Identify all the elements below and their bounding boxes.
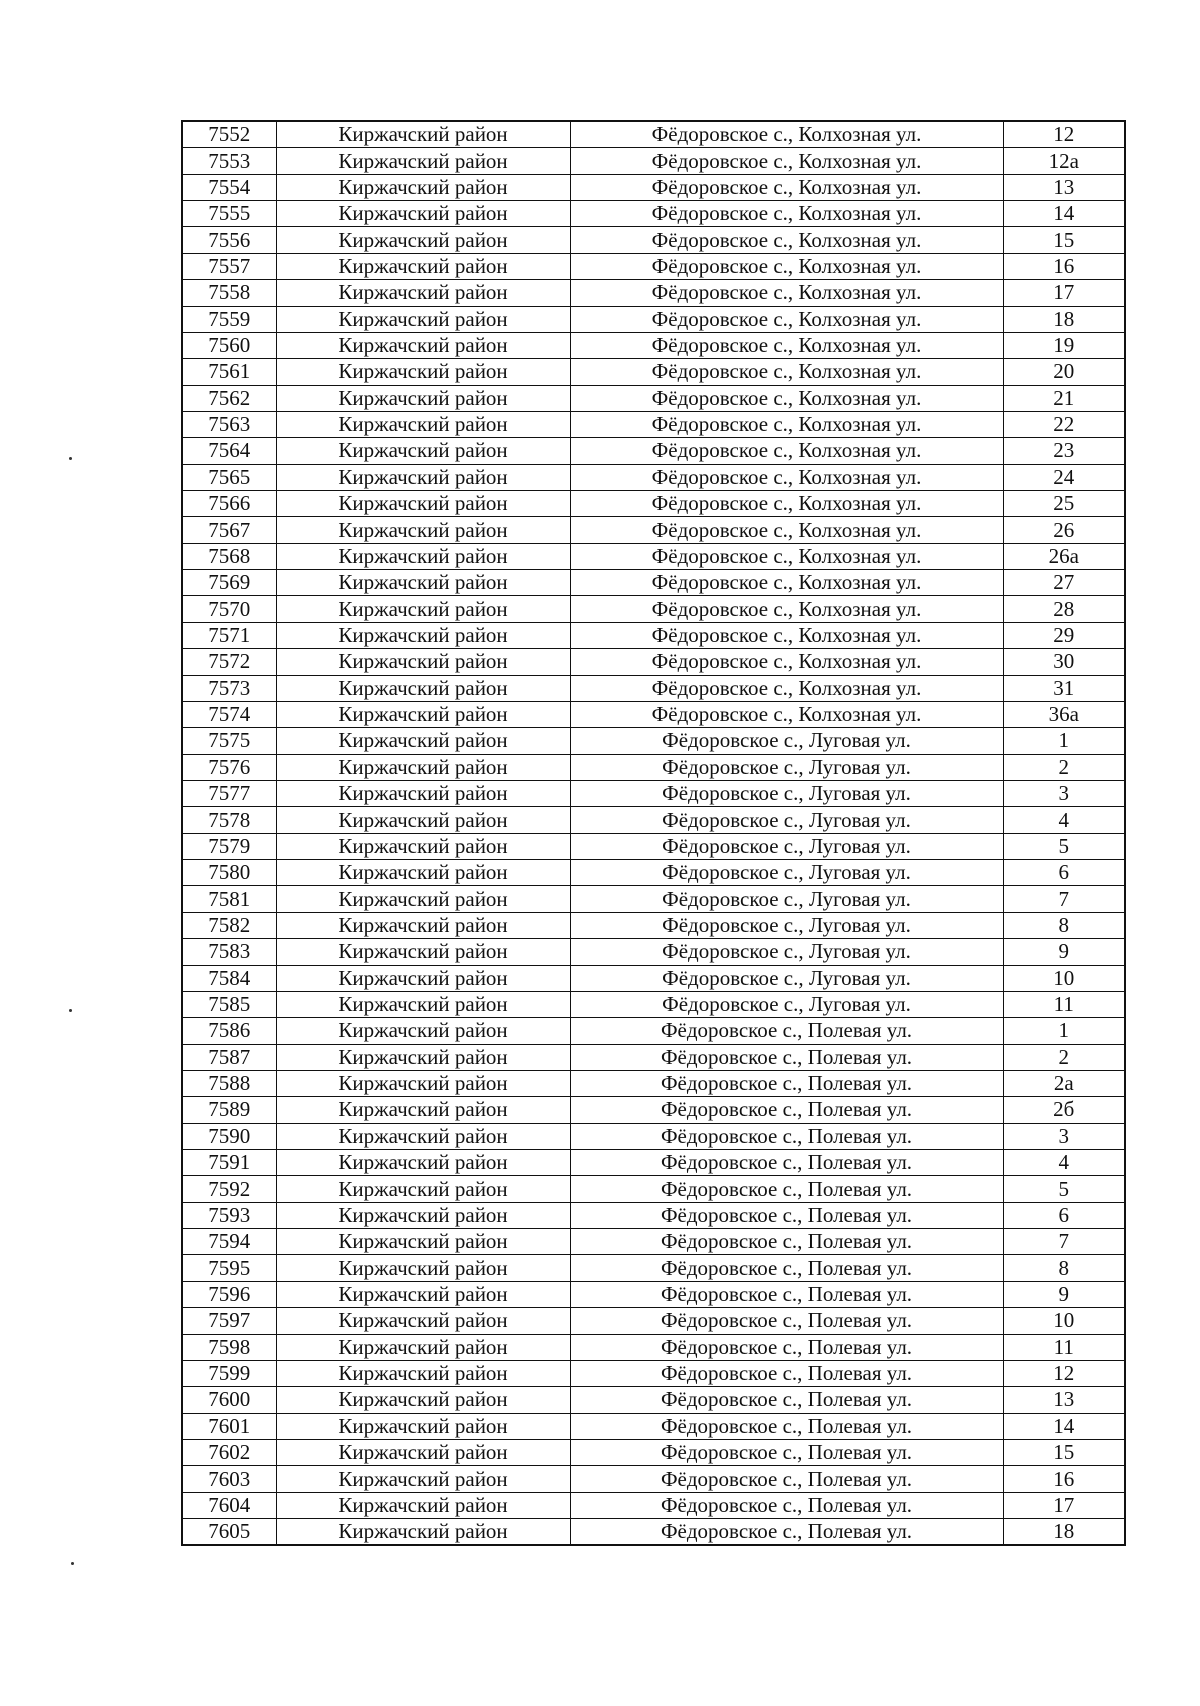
- address-cell: Фёдоровское с., Колхозная ул.: [570, 570, 1003, 596]
- table-row: [182, 570, 1125, 596]
- row-number-cell: 7576: [182, 754, 276, 780]
- address-cell: Фёдоровское с., Полевая ул.: [570, 1519, 1003, 1546]
- address-cell: Фёдоровское с., Луговая ул.: [570, 754, 1003, 780]
- address-cell: Фёдоровское с., Колхозная ул.: [570, 675, 1003, 701]
- address-cell: Фёдоровское с., Колхозная ул.: [570, 701, 1003, 727]
- table-row: [182, 1466, 1125, 1492]
- house-number-cell: 13: [1003, 174, 1125, 200]
- table-row: [182, 227, 1125, 253]
- district-cell: Киржачский район: [276, 1281, 570, 1307]
- row-number-cell: 7598: [182, 1334, 276, 1360]
- address-cell: Фёдоровское с., Полевая ул.: [570, 1255, 1003, 1281]
- district-cell: Киржачский район: [276, 359, 570, 385]
- house-number-cell: 7: [1003, 886, 1125, 912]
- house-number-cell: 18: [1003, 306, 1125, 332]
- table-row: [182, 860, 1125, 886]
- house-number-cell: 12: [1003, 121, 1125, 148]
- row-number-cell: 7602: [182, 1439, 276, 1465]
- address-cell: Фёдоровское с., Колхозная ул.: [570, 201, 1003, 227]
- table-row: [182, 1255, 1125, 1281]
- house-number-cell: 5: [1003, 833, 1125, 859]
- table-row: [182, 543, 1125, 569]
- address-cell: Фёдоровское с., Полевая ул.: [570, 1492, 1003, 1518]
- house-number-cell: 16: [1003, 1466, 1125, 1492]
- scan-speck: [71, 1562, 74, 1565]
- house-number-cell: 28: [1003, 596, 1125, 622]
- table-row: [182, 886, 1125, 912]
- table-row: [182, 464, 1125, 490]
- address-cell: Фёдоровское с., Колхозная ул.: [570, 491, 1003, 517]
- address-cell: Фёдоровское с., Полевая ул.: [570, 1360, 1003, 1386]
- table-row: [182, 1123, 1125, 1149]
- district-cell: Киржачский район: [276, 385, 570, 411]
- row-number-cell: 7555: [182, 201, 276, 227]
- district-cell: Киржачский район: [276, 227, 570, 253]
- address-cell: Фёдоровское с., Полевая ул.: [570, 1018, 1003, 1044]
- table-row: [182, 280, 1125, 306]
- address-cell: Фёдоровское с., Колхозная ул.: [570, 174, 1003, 200]
- district-cell: Киржачский район: [276, 1202, 570, 1228]
- row-number-cell: 7559: [182, 306, 276, 332]
- house-number-cell: 14: [1003, 1413, 1125, 1439]
- table-row: [182, 939, 1125, 965]
- row-number-cell: 7590: [182, 1123, 276, 1149]
- row-number-cell: 7568: [182, 543, 276, 569]
- house-number-cell: 24: [1003, 464, 1125, 490]
- house-number-cell: 26а: [1003, 543, 1125, 569]
- row-number-cell: 7558: [182, 280, 276, 306]
- district-cell: Киржачский район: [276, 1255, 570, 1281]
- house-number-cell: 17: [1003, 280, 1125, 306]
- district-cell: Киржачский район: [276, 491, 570, 517]
- row-number-cell: 7605: [182, 1519, 276, 1546]
- table-row: [182, 622, 1125, 648]
- address-cell: Фёдоровское с., Колхозная ул.: [570, 596, 1003, 622]
- district-cell: Киржачский район: [276, 1150, 570, 1176]
- row-number-cell: 7594: [182, 1229, 276, 1255]
- row-number-cell: 7560: [182, 332, 276, 358]
- table-row: [182, 1281, 1125, 1307]
- address-cell: Фёдоровское с., Луговая ул.: [570, 833, 1003, 859]
- house-number-cell: 18: [1003, 1519, 1125, 1546]
- table-row: [182, 1097, 1125, 1123]
- address-cell: Фёдоровское с., Полевая ул.: [570, 1439, 1003, 1465]
- row-number-cell: 7592: [182, 1176, 276, 1202]
- row-number-cell: 7580: [182, 860, 276, 886]
- address-cell: Фёдоровское с., Полевая ул.: [570, 1413, 1003, 1439]
- address-cell: Фёдоровское с., Полевая ул.: [570, 1281, 1003, 1307]
- house-number-cell: 12: [1003, 1360, 1125, 1386]
- row-number-cell: 7600: [182, 1387, 276, 1413]
- table-row: [182, 780, 1125, 806]
- row-number-cell: 7585: [182, 991, 276, 1017]
- address-cell: Фёдоровское с., Полевая ул.: [570, 1202, 1003, 1228]
- table-row: [182, 1070, 1125, 1096]
- house-number-cell: 11: [1003, 991, 1125, 1017]
- address-cell: Фёдоровское с., Колхозная ул.: [570, 148, 1003, 174]
- house-number-cell: 17: [1003, 1492, 1125, 1518]
- house-number-cell: 31: [1003, 675, 1125, 701]
- house-number-cell: 11: [1003, 1334, 1125, 1360]
- house-number-cell: 19: [1003, 332, 1125, 358]
- house-number-cell: 21: [1003, 385, 1125, 411]
- table-row: [182, 1439, 1125, 1465]
- district-cell: Киржачский район: [276, 280, 570, 306]
- address-cell: Фёдоровское с., Полевая ул.: [570, 1334, 1003, 1360]
- address-cell: Фёдоровское с., Полевая ул.: [570, 1176, 1003, 1202]
- row-number-cell: 7581: [182, 886, 276, 912]
- district-cell: Киржачский район: [276, 833, 570, 859]
- house-number-cell: 14: [1003, 201, 1125, 227]
- house-number-cell: 8: [1003, 912, 1125, 938]
- table-row: [182, 596, 1125, 622]
- house-number-cell: 36а: [1003, 701, 1125, 727]
- address-cell: Фёдоровское с., Полевая ул.: [570, 1308, 1003, 1334]
- table-row: [182, 121, 1125, 148]
- row-number-cell: 7565: [182, 464, 276, 490]
- district-cell: Киржачский район: [276, 1097, 570, 1123]
- district-cell: Киржачский район: [276, 332, 570, 358]
- house-number-cell: 2а: [1003, 1070, 1125, 1096]
- district-cell: Киржачский район: [276, 807, 570, 833]
- row-number-cell: 7588: [182, 1070, 276, 1096]
- district-cell: Киржачский район: [276, 939, 570, 965]
- house-number-cell: 16: [1003, 253, 1125, 279]
- house-number-cell: 9: [1003, 1281, 1125, 1307]
- house-number-cell: 25: [1003, 491, 1125, 517]
- district-cell: Киржачский район: [276, 1492, 570, 1518]
- district-cell: Киржачский район: [276, 121, 570, 148]
- district-cell: Киржачский район: [276, 464, 570, 490]
- table-row: [182, 1519, 1125, 1546]
- house-number-cell: 3: [1003, 1123, 1125, 1149]
- row-number-cell: 7562: [182, 385, 276, 411]
- address-cell: Фёдоровское с., Колхозная ул.: [570, 359, 1003, 385]
- row-number-cell: 7557: [182, 253, 276, 279]
- row-number-cell: 7591: [182, 1150, 276, 1176]
- address-cell: Фёдоровское с., Колхозная ул.: [570, 385, 1003, 411]
- house-number-cell: 15: [1003, 227, 1125, 253]
- row-number-cell: 7596: [182, 1281, 276, 1307]
- row-number-cell: 7573: [182, 675, 276, 701]
- address-cell: Фёдоровское с., Колхозная ул.: [570, 622, 1003, 648]
- table-row: [182, 991, 1125, 1017]
- district-cell: Киржачский район: [276, 596, 570, 622]
- address-registry-table: [181, 120, 1126, 1546]
- table-row: [182, 385, 1125, 411]
- scan-speck: [69, 1009, 72, 1012]
- table-row: [182, 1044, 1125, 1070]
- table-row: [182, 491, 1125, 517]
- row-number-cell: 7554: [182, 174, 276, 200]
- district-cell: Киржачский район: [276, 1439, 570, 1465]
- address-cell: Фёдоровское с., Луговая ул.: [570, 912, 1003, 938]
- table-row: [182, 411, 1125, 437]
- address-cell: Фёдоровское с., Полевая ул.: [570, 1070, 1003, 1096]
- house-number-cell: 10: [1003, 1308, 1125, 1334]
- address-cell: Фёдоровское с., Колхозная ул.: [570, 332, 1003, 358]
- district-cell: Киржачский район: [276, 1123, 570, 1149]
- district-cell: Киржачский район: [276, 411, 570, 437]
- district-cell: Киржачский район: [276, 675, 570, 701]
- house-number-cell: 2: [1003, 1044, 1125, 1070]
- address-cell: Фёдоровское с., Полевая ул.: [570, 1123, 1003, 1149]
- district-cell: Киржачский район: [276, 991, 570, 1017]
- house-number-cell: 27: [1003, 570, 1125, 596]
- address-cell: Фёдоровское с., Колхозная ул.: [570, 253, 1003, 279]
- district-cell: Киржачский район: [276, 780, 570, 806]
- district-cell: Киржачский район: [276, 1413, 570, 1439]
- scan-speck: [69, 457, 72, 460]
- district-cell: Киржачский район: [276, 1519, 570, 1546]
- district-cell: Киржачский район: [276, 1229, 570, 1255]
- house-number-cell: 12а: [1003, 148, 1125, 174]
- house-number-cell: 7: [1003, 1229, 1125, 1255]
- house-number-cell: 1: [1003, 1018, 1125, 1044]
- district-cell: Киржачский район: [276, 1176, 570, 1202]
- house-number-cell: 8: [1003, 1255, 1125, 1281]
- house-number-cell: 1: [1003, 728, 1125, 754]
- table-row: [182, 1387, 1125, 1413]
- district-cell: Киржачский район: [276, 306, 570, 332]
- district-cell: Киржачский район: [276, 174, 570, 200]
- row-number-cell: 7595: [182, 1255, 276, 1281]
- district-cell: Киржачский район: [276, 543, 570, 569]
- row-number-cell: 7556: [182, 227, 276, 253]
- row-number-cell: 7575: [182, 728, 276, 754]
- district-cell: Киржачский район: [276, 1070, 570, 1096]
- district-cell: Киржачский район: [276, 965, 570, 991]
- house-number-cell: 10: [1003, 965, 1125, 991]
- house-number-cell: 29: [1003, 622, 1125, 648]
- address-cell: Фёдоровское с., Луговая ул.: [570, 939, 1003, 965]
- district-cell: Киржачский район: [276, 253, 570, 279]
- table-row: [182, 306, 1125, 332]
- address-cell: Фёдоровское с., Колхозная ул.: [570, 411, 1003, 437]
- district-cell: Киржачский район: [276, 517, 570, 543]
- row-number-cell: 7603: [182, 1466, 276, 1492]
- district-cell: Киржачский район: [276, 622, 570, 648]
- row-number-cell: 7572: [182, 649, 276, 675]
- district-cell: Киржачский район: [276, 754, 570, 780]
- house-number-cell: 2б: [1003, 1097, 1125, 1123]
- table-row: [182, 965, 1125, 991]
- address-cell: Фёдоровское с., Колхозная ул.: [570, 438, 1003, 464]
- address-cell: Фёдоровское с., Полевая ул.: [570, 1466, 1003, 1492]
- table-row: [182, 1492, 1125, 1518]
- row-number-cell: 7571: [182, 622, 276, 648]
- district-cell: Киржачский район: [276, 1018, 570, 1044]
- address-cell: Фёдоровское с., Луговая ул.: [570, 807, 1003, 833]
- table-row: [182, 438, 1125, 464]
- house-number-cell: 20: [1003, 359, 1125, 385]
- table-row: [182, 1308, 1125, 1334]
- district-cell: Киржачский район: [276, 1466, 570, 1492]
- district-cell: Киржачский район: [276, 148, 570, 174]
- row-number-cell: 7587: [182, 1044, 276, 1070]
- row-number-cell: 7561: [182, 359, 276, 385]
- table-row: [182, 675, 1125, 701]
- table-row: [182, 1229, 1125, 1255]
- address-cell: Фёдоровское с., Колхозная ул.: [570, 543, 1003, 569]
- table-row: [182, 807, 1125, 833]
- row-number-cell: 7564: [182, 438, 276, 464]
- address-cell: Фёдоровское с., Колхозная ул.: [570, 280, 1003, 306]
- house-number-cell: 3: [1003, 780, 1125, 806]
- row-number-cell: 7577: [182, 780, 276, 806]
- address-cell: Фёдоровское с., Луговая ул.: [570, 965, 1003, 991]
- row-number-cell: 7604: [182, 1492, 276, 1518]
- table-row: [182, 1176, 1125, 1202]
- table-row: [182, 1413, 1125, 1439]
- address-cell: Фёдоровское с., Полевая ул.: [570, 1097, 1003, 1123]
- district-cell: Киржачский район: [276, 1334, 570, 1360]
- district-cell: Киржачский район: [276, 860, 570, 886]
- district-cell: Киржачский район: [276, 701, 570, 727]
- district-cell: Киржачский район: [276, 912, 570, 938]
- district-cell: Киржачский район: [276, 728, 570, 754]
- row-number-cell: 7570: [182, 596, 276, 622]
- row-number-cell: 7574: [182, 701, 276, 727]
- table-row: [182, 1360, 1125, 1386]
- district-cell: Киржачский район: [276, 570, 570, 596]
- table-row: [182, 649, 1125, 675]
- row-number-cell: 7584: [182, 965, 276, 991]
- district-cell: Киржачский район: [276, 438, 570, 464]
- district-cell: Киржачский район: [276, 649, 570, 675]
- house-number-cell: 6: [1003, 1202, 1125, 1228]
- table-row: [182, 1334, 1125, 1360]
- table-row: [182, 253, 1125, 279]
- row-number-cell: 7567: [182, 517, 276, 543]
- table-row: [182, 701, 1125, 727]
- district-cell: Киржачский район: [276, 201, 570, 227]
- district-cell: Киржачский район: [276, 1044, 570, 1070]
- table-row: [182, 1150, 1125, 1176]
- address-cell: Фёдоровское с., Колхозная ул.: [570, 517, 1003, 543]
- table-row: [182, 728, 1125, 754]
- row-number-cell: 7569: [182, 570, 276, 596]
- address-cell: Фёдоровское с., Луговая ул.: [570, 860, 1003, 886]
- house-number-cell: 4: [1003, 1150, 1125, 1176]
- row-number-cell: 7582: [182, 912, 276, 938]
- row-number-cell: 7589: [182, 1097, 276, 1123]
- house-number-cell: 15: [1003, 1439, 1125, 1465]
- table-row: [182, 912, 1125, 938]
- row-number-cell: 7593: [182, 1202, 276, 1228]
- row-number-cell: 7597: [182, 1308, 276, 1334]
- address-cell: Фёдоровское с., Полевая ул.: [570, 1229, 1003, 1255]
- house-number-cell: 26: [1003, 517, 1125, 543]
- table-row: [182, 1202, 1125, 1228]
- house-number-cell: 6: [1003, 860, 1125, 886]
- house-number-cell: 13: [1003, 1387, 1125, 1413]
- table-row: [182, 517, 1125, 543]
- row-number-cell: 7601: [182, 1413, 276, 1439]
- table-row: [182, 174, 1125, 200]
- table-row: [182, 332, 1125, 358]
- row-number-cell: 7563: [182, 411, 276, 437]
- table-row: [182, 754, 1125, 780]
- row-number-cell: 7566: [182, 491, 276, 517]
- row-number-cell: 7579: [182, 833, 276, 859]
- address-cell: Фёдоровское с., Луговая ул.: [570, 728, 1003, 754]
- address-cell: Фёдоровское с., Луговая ул.: [570, 886, 1003, 912]
- house-number-cell: 23: [1003, 438, 1125, 464]
- address-cell: Фёдоровское с., Полевая ул.: [570, 1387, 1003, 1413]
- address-cell: Фёдоровское с., Колхозная ул.: [570, 464, 1003, 490]
- district-cell: Киржачский район: [276, 1308, 570, 1334]
- house-number-cell: 5: [1003, 1176, 1125, 1202]
- address-cell: Фёдоровское с., Луговая ул.: [570, 991, 1003, 1017]
- house-number-cell: 4: [1003, 807, 1125, 833]
- row-number-cell: 7552: [182, 121, 276, 148]
- address-cell: Фёдоровское с., Колхозная ул.: [570, 306, 1003, 332]
- table-row: [182, 833, 1125, 859]
- address-cell: Фёдоровское с., Полевая ул.: [570, 1150, 1003, 1176]
- district-cell: Киржачский район: [276, 1360, 570, 1386]
- house-number-cell: 30: [1003, 649, 1125, 675]
- registry-table-body: [182, 121, 1125, 1545]
- row-number-cell: 7583: [182, 939, 276, 965]
- row-number-cell: 7586: [182, 1018, 276, 1044]
- district-cell: Киржачский район: [276, 886, 570, 912]
- table-row: [182, 201, 1125, 227]
- address-cell: Фёдоровское с., Колхозная ул.: [570, 227, 1003, 253]
- address-cell: Фёдоровское с., Колхозная ул.: [570, 649, 1003, 675]
- house-number-cell: 22: [1003, 411, 1125, 437]
- row-number-cell: 7599: [182, 1360, 276, 1386]
- row-number-cell: 7553: [182, 148, 276, 174]
- district-cell: Киржачский район: [276, 1387, 570, 1413]
- table-row: [182, 148, 1125, 174]
- address-cell: Фёдоровское с., Колхозная ул.: [570, 121, 1003, 148]
- house-number-cell: 9: [1003, 939, 1125, 965]
- table-row: [182, 1018, 1125, 1044]
- address-cell: Фёдоровское с., Полевая ул.: [570, 1044, 1003, 1070]
- row-number-cell: 7578: [182, 807, 276, 833]
- table-row: [182, 359, 1125, 385]
- house-number-cell: 2: [1003, 754, 1125, 780]
- address-cell: Фёдоровское с., Луговая ул.: [570, 780, 1003, 806]
